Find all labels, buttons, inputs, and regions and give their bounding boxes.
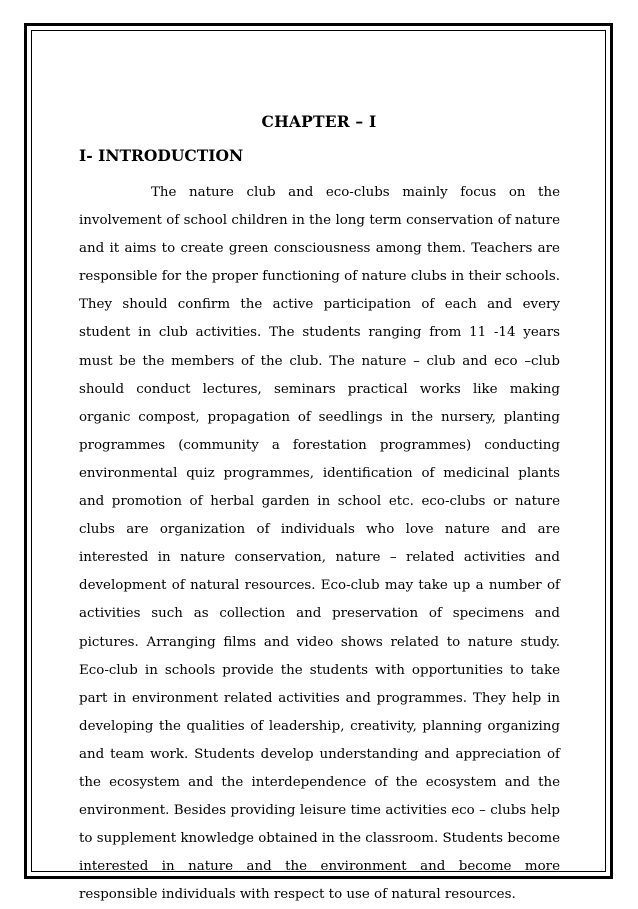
chapter-title: CHAPTER – I	[261, 112, 377, 131]
section-heading: I- INTRODUCTION	[79, 146, 244, 165]
body-paragraph: The nature club and eco-clubs mainly focus on the involvement of school children in the long term conservation of nature and it aims to create green consciousness among them. Teachers are responsible for the proper functioning of nature clubs in their schools. They should confirm the active participation of each and every student in club activities. The students ranging from 11 -14 years must be the members of the club. The nature – club and eco –club should conduct lectures, seminars practical works like making organic compost, propagation of seedlings in the nursery, planting programmes (community a forestation programmes) conducting environmental quiz programmes, identification of medicinal plants and promotion of herbal garden in school etc. eco-clubs or nature clubs are organization of individuals who love nature and are interested in nature conservation, nature – related activities and development of natural resources. Eco-club may take up a number of activities such as collection and preservation of specimens and pictures. Arranging films and video shows related to nature study. Eco-club in schools provide the students with opportunities to take part in environment related activities and programmes. They help in developing the qualities of leadership, creativity, planning organizing and team work. Students develop understanding and appreciation of the ecosystem and the interdependence of the ecosystem and the environment. Besides providing leisure time activities eco – clubs help to supplement knowledge obtained in the classroom. Students become interested in nature and the environment and become more responsible individuals with respect to use of natural resources.	[79, 185, 560, 903]
